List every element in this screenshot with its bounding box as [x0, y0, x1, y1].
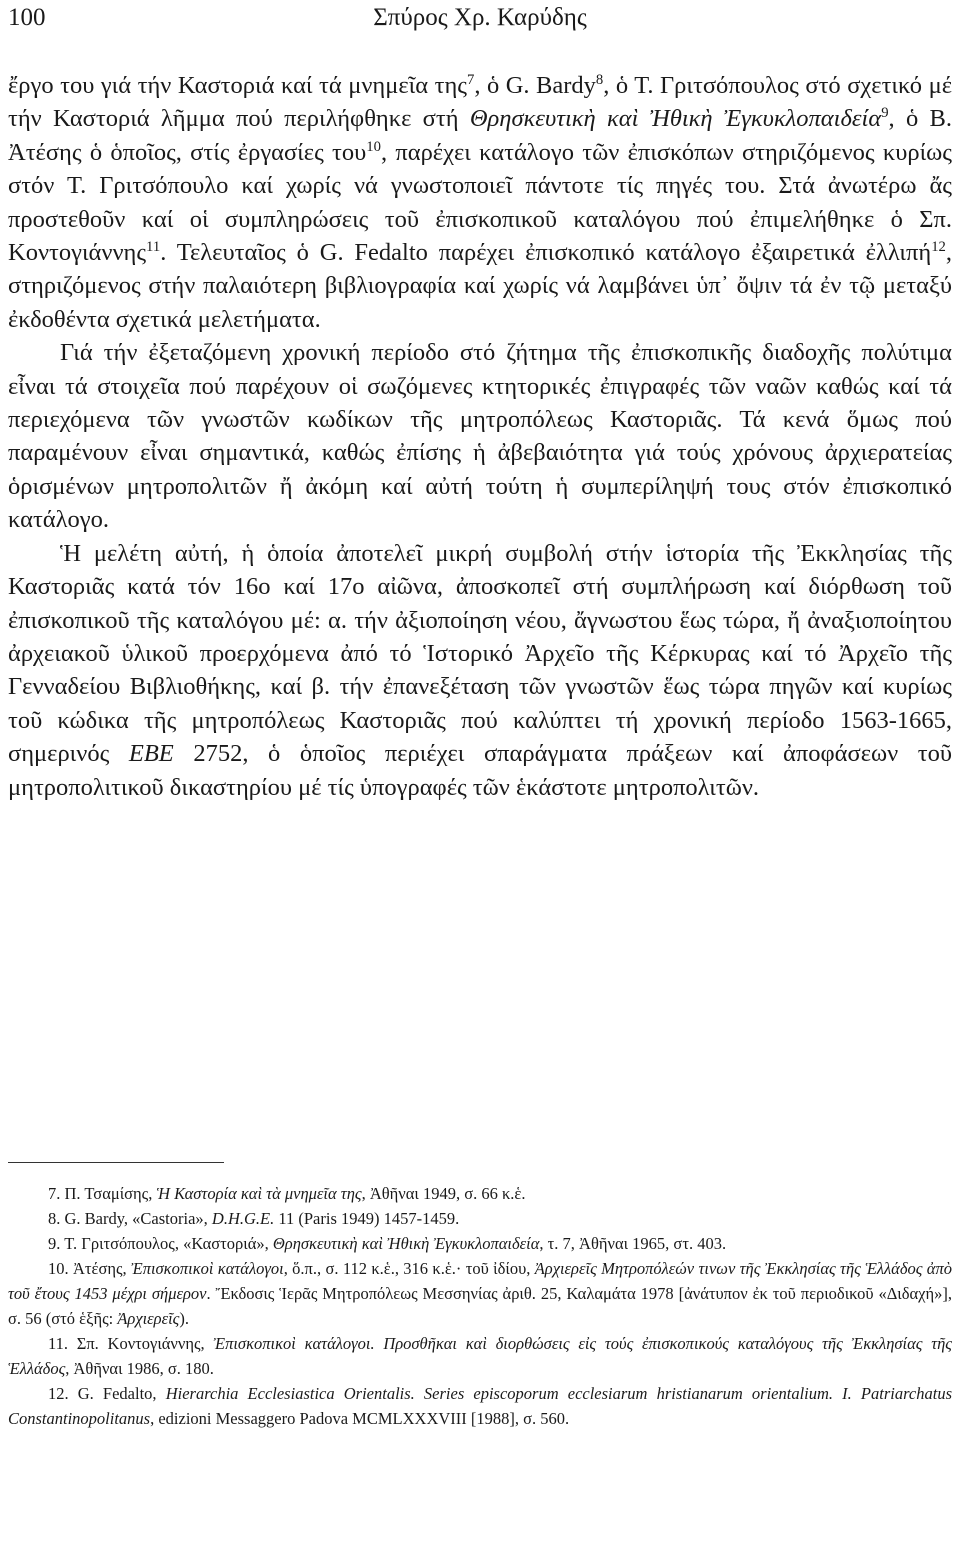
footnote-ref-12: 12 [931, 239, 946, 256]
italic-title: Ἀρχιερεῖς [117, 1309, 180, 1328]
text-span: , ὁ Β. Ἀτέσης ὁ ὁποῖος, στίς ἐργασίες του [8, 105, 952, 166]
text-span: , Ἀθῆναι 1986, σ. 180. [65, 1359, 214, 1378]
footnote-10 [8, 1256, 952, 1331]
italic-title: Hierarchia Ecclesiastica Orientalis. Series episcoporum ecclesiarum hristianarum orientalium. I. Patriarchatus Constantinopolitanus [8, 1384, 952, 1428]
text-span: ἔργο του γιά τήν Καστοριά καί τά μνημεῖα της [8, 72, 467, 99]
text-span: ). [179, 1309, 189, 1328]
paragraph-3 [8, 537, 952, 804]
text-span: , παρέχει κατάλογο τῶν ἐπισκόπων στηριζόμενος κυρίως στόν Τ. Γριτσόπουλο καί χωρίς νά γνωστοποιεῖ πάντοτε τίς πηγές του. Στά ἀνωτέρω ἄς προστεθοῦν καί οἱ συμπληρώσεις τοῦ ἐπισκοπικοῦ καταλόγου πού ἐπιμελήθηκε ὁ Σπ. Κοντογιάννης [8, 138, 953, 267]
footnote-ref-8: 8 [595, 72, 604, 89]
footnote-number: 12. [48, 1384, 69, 1403]
italic-title: D.H.G.E. [211, 1209, 275, 1228]
text-span: , Ἀθῆναι 1949, σ. 66 κ.ἑ. [361, 1184, 526, 1203]
footnotes [8, 1181, 952, 1431]
text-span: Σπ. Κοντογιάννης, [68, 1334, 214, 1353]
footnote-7 [8, 1181, 952, 1206]
text-span: . Ἔκδοσις Ἱερᾶς Μητροπόλεως Μεσσηνίας ἀριθ. 25, Καλαμάτα 1978 [ἀνάτυπον ἐκ τοῦ περιοδικοῦ «Διδαχή»], σ. 56 (στό ἑξῆς: [8, 1284, 952, 1328]
footnote-9 [8, 1231, 952, 1256]
text-span: , edizioni Messaggero Padova MCMLXXXVIII [1988], σ. 560. [150, 1409, 570, 1428]
footnote-ref-9: 9 [881, 105, 889, 122]
page-header [8, 2, 952, 38]
text-span: G. Fedalto, [68, 1384, 166, 1403]
footnote-number: 7. [48, 1184, 61, 1203]
text-span: , ὁ Τ. Γριτσόπουλος στό σχετικό μέ τήν Καστοριά λῆμμα πού περιλήφθηκε στή [8, 72, 952, 133]
footnote-number: 10. [48, 1259, 69, 1278]
running-head: Σπύρος Χρ. Καρύδης [373, 4, 587, 31]
text-span: Π. Τσαμίσης, [60, 1184, 157, 1203]
text-span: , ὁ G. Bardy [474, 72, 596, 99]
footnote-8 [8, 1206, 952, 1231]
footnote-12 [8, 1381, 952, 1431]
italic-title: Ἐπισκοπικοὶ κατάλογοι [131, 1259, 284, 1278]
text-span: 2752, ὁ ὁποῖος περιέχει σπαράγματα πράξεων καί ἀποφάσεων τοῦ μητροπολιτικοῦ δικαστηρίου μέ τίς ὑπογραφές τῶν ἑκάστοτε μητροπολιτῶν. [8, 740, 952, 801]
footnote-number: 8. [48, 1209, 61, 1228]
italic-title: Ἐπισκοπικοὶ κατάλογοι. Προσθῆκαι καὶ διορθώσεις εἰς τούς ἐπισκοπικούς καταλόγους τῆς Ἐκκλησίας τῆς Ἑλλάδος [8, 1334, 952, 1378]
italic-title: Ἡ Καστορία καὶ τὰ μνημεῖα της [156, 1184, 362, 1203]
text-span: Τ. Γριτσόπουλος, «Καστοριά», [60, 1234, 273, 1253]
footnote-ref-10: 10 [366, 139, 381, 155]
text-span: Ἀτέσης, [68, 1259, 131, 1278]
paragraph-1 [8, 69, 952, 336]
paragraph-2: Γιά τήν ἐξεταζόμενη χρονική περίοδο στό ζήτημα τῆς ἐπισκοπικῆς διαδοχῆς πολύτιμα εἶναι τά στοιχεῖα πού παρέχουν οἱ σωζόμενες κτητορικές ἐπιγραφές τῶν ναῶν καθώς καί τά περιεχόμενα τῶν γνωστῶν κωδίκων τῆς μητροπόλεως Καστοριᾶς. Τά κενά ὅμως πού παραμένουν εἶναι σημαντικά, καθώς ἐπίσης ἡ ἀβεβαιότητα γιά τούς χρόνους ἀρχιερατείας ὁρισμένων μητροπολιτῶν ἤ ἀκόμη καί αὐτή τούτη ἡ συμπερίληψή τους στόν ἐπισκοπικό κατάλογο. [8, 339, 952, 534]
text-span: , τ. 7, Ἀθῆναι 1965, στ. 403. [539, 1234, 727, 1253]
text-span: . Τελευταῖος ὁ G. Fedalto παρέχει ἐπισκοπικό κατάλογο ἐξαιρετικά ἐλλιπή [160, 239, 932, 267]
footnote-ref-7: 7 [466, 72, 475, 89]
italic-title: Θρησκευτικὴ καὶ Ἠθικὴ Ἐγκυκλοπαιδεία [272, 1234, 540, 1253]
footnote-number: 11. [48, 1334, 69, 1353]
text-span: , στηριζόμενος στήν παλαιότερη βιβλιογραφία καί χωρίς νά λαμβάνει ὑπ᾽ ὄψιν τά ἐν τῷ μεταξύ ἐκδοθέντα σχετικά μελετήματα. [8, 239, 952, 333]
text-span: 11 (Paris 1949) 1457-1459. [274, 1209, 460, 1228]
text-span: , ὅ.π., σ. 112 κ.ἑ., 316 κ.ἑ.· τοῦ ἰδίου, [283, 1259, 535, 1278]
italic-abbreviation: ΕΒΕ [128, 740, 174, 768]
footnote-separator [8, 1162, 224, 1163]
text-span: G. Bardy, «Castoria», [60, 1209, 212, 1228]
page-number: 100 [8, 4, 46, 31]
footnote-number: 9. [48, 1234, 61, 1253]
footnote-11 [8, 1331, 952, 1381]
italic-title: Ἀρχιερεῖς Μητροπόλεών τινων τῆς Ἐκκλησίας τῆς Ἑλλάδος ἀπὸ τοῦ ἔτους 1453 μέχρι σήμερον [8, 1259, 952, 1303]
footnote-ref-11: 11 [146, 239, 161, 256]
main-text [8, 69, 952, 804]
text-span: Ἡ μελέτη αὐτή, ἡ ὁποία ἀποτελεῖ μικρή συμβολή στήν ἱστορία τῆς Ἐκκλησίας τῆς Καστοριᾶς κατά τόν 16ο καί 17ο αἰῶνα, ἀποσκοπεῖ στή συμπλήρωση καί διόρθωση τοῦ ἐπισκοπικοῦ τῆς καταλόγου μέ: α. τήν ἀξιοποίηση νέου, ἄγνωστου ἕως τώρα, ἤ ἀναξιοποίητου ἀρχειακοῦ ὑλικοῦ προερχόμενα ἀπό τό Ἱστορικό Ἀρχεῖο τῆς Κέρκυρας καί τό Ἀρχεῖο τῆς Γενναδείου Βιβλιοθήκης, καί β. τήν ἐπανεξέταση τῶν γνωστῶν ἕως τώρα πηγῶν καί κυρίως τοῦ κώδικα τῆς μητροπόλεως Καστοριᾶς πού καλύπτει τή χρονική περίοδο 1563-1665, σημερινός [8, 539, 952, 768]
italic-title: Θρησκευτικὴ καὶ Ἠθικὴ Ἐγκυκλοπαιδεία [469, 105, 882, 133]
